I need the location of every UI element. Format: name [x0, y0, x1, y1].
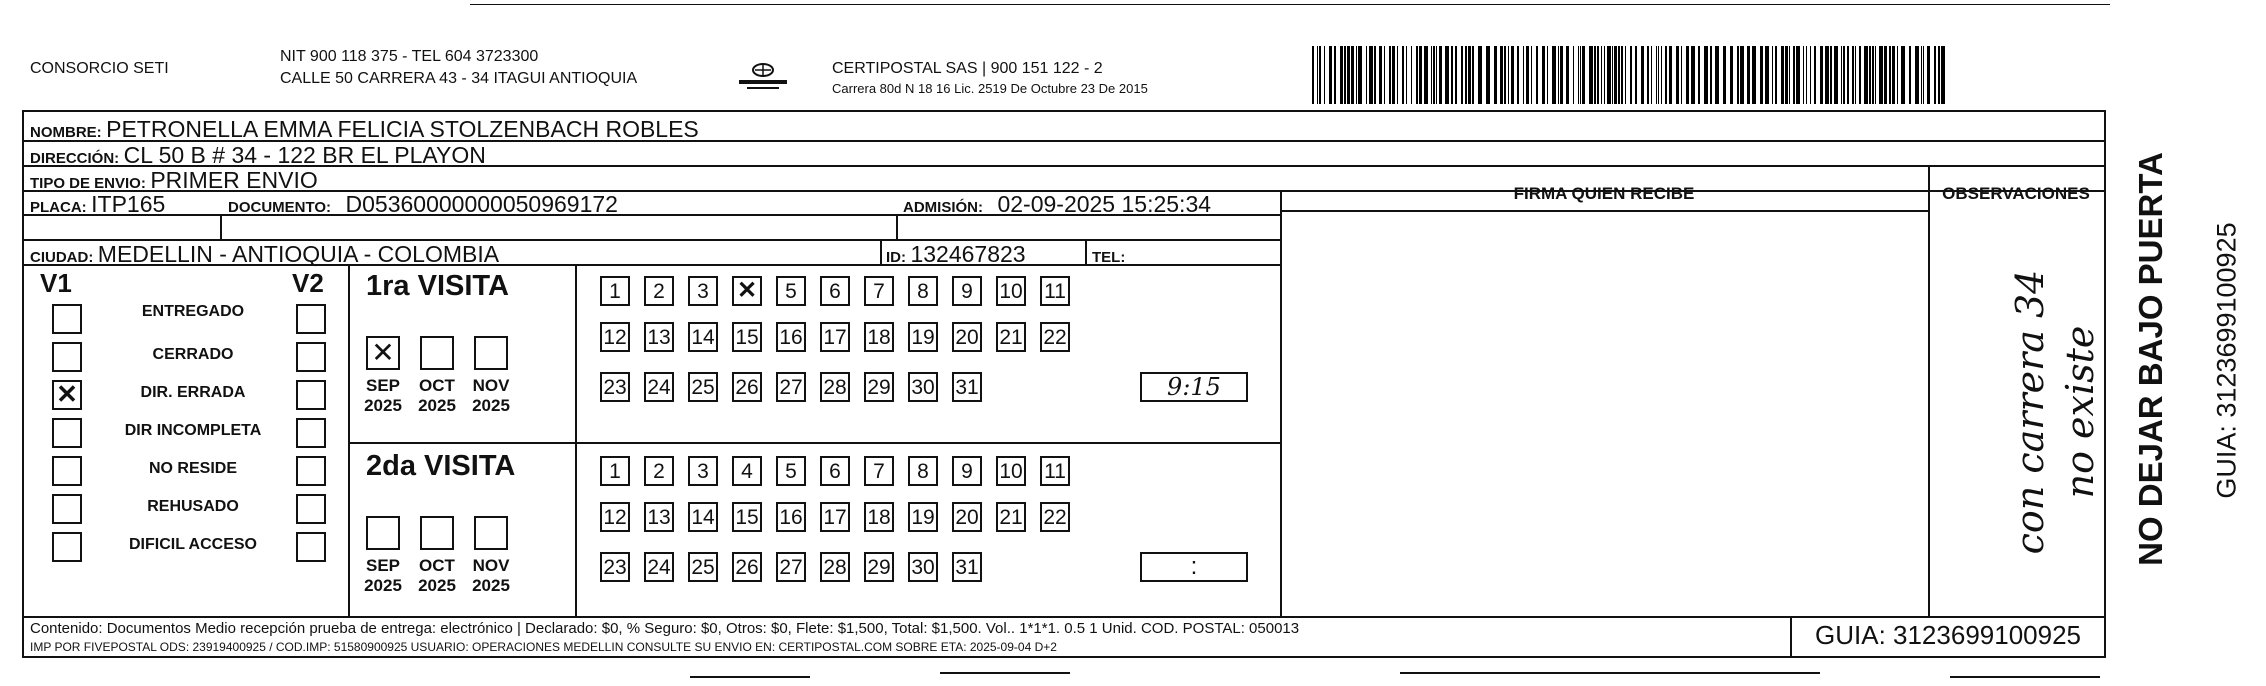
- day-box[interactable]: 14: [688, 322, 718, 352]
- day-box[interactable]: 9: [952, 456, 982, 486]
- v2-checkbox[interactable]: [296, 342, 326, 372]
- day-box[interactable]: 11: [1040, 276, 1070, 306]
- day-box[interactable]: 17: [820, 322, 850, 352]
- reason-label: REHUSADO: [147, 498, 239, 515]
- day-box[interactable]: 6: [820, 456, 850, 486]
- day-box[interactable]: 25: [688, 552, 718, 582]
- reason-label: DIR INCOMPLETA: [124, 422, 262, 439]
- day-box[interactable]: 20: [952, 502, 982, 532]
- day-box[interactable]: 27: [776, 552, 806, 582]
- day-box[interactable]: 28: [820, 552, 850, 582]
- ciudad-value: MEDELLIN - ANTIOQUIA - COLOMBIA: [97, 241, 500, 267]
- day-box[interactable]: 8: [908, 456, 938, 486]
- nombre-label: NOMBRE:: [30, 124, 102, 141]
- day-box[interactable]: 8: [908, 276, 938, 306]
- license-line: Carrera 80d N 18 16 Lic. 2519 De Octubre 23 De 2015: [832, 81, 1148, 96]
- v2-checkbox[interactable]: [296, 304, 326, 334]
- month-checkbox[interactable]: [474, 336, 508, 370]
- visit-title: 1ra VISITA: [366, 270, 509, 302]
- v1-label: V1: [40, 268, 72, 298]
- day-box[interactable]: 13: [644, 322, 674, 352]
- day-box[interactable]: 30: [908, 372, 938, 402]
- day-box[interactable]: 21: [996, 322, 1026, 352]
- footer-line1: Contenido: Documentos Medio recepción prueba de entrega: electrónico | Declarado: $0, % Seguro: $0, Otros: $0, Flete: $1,500, Total: $1,500. Vol.. 1*1*1. 0.5 1 Unid. COD. POSTAL: 050013: [30, 620, 1300, 637]
- signature-area[interactable]: [1282, 212, 1926, 614]
- reason-label: DIR. ERRADA: [140, 384, 246, 401]
- day-box[interactable]: 3: [688, 456, 718, 486]
- v1-checkbox[interactable]: [52, 456, 82, 486]
- day-box[interactable]: 7: [864, 456, 894, 486]
- day-box[interactable]: 24: [644, 552, 674, 582]
- v1-checkbox[interactable]: [52, 342, 82, 372]
- day-box[interactable]: 10: [996, 276, 1026, 306]
- company-name: CONSORCIO SETI: [30, 60, 169, 77]
- footer-line2: IMP POR FIVEPOSTAL ODS: 23919400925 / COD.IMP: 51580900925 USUARIO: OPERACIONES MEDELLIN CONSULTE SU ENVIO EN: CERTIPOSTAL.COM SOBRE ETA: 2025-09-04 D+2: [30, 640, 1057, 654]
- day-box[interactable]: 12: [600, 322, 630, 352]
- ciudad-label: CIUDAD:: [30, 249, 94, 266]
- day-box[interactable]: 18: [864, 322, 894, 352]
- day-box[interactable]: 5: [776, 456, 806, 486]
- day-box[interactable]: 1: [600, 276, 630, 306]
- side-panel: [2116, 140, 2242, 580]
- v1-checkbox[interactable]: [52, 304, 82, 334]
- month-label: OCT 2025: [418, 556, 456, 595]
- month-label: OCT 2025: [418, 376, 456, 415]
- time-field[interactable]: :: [1140, 552, 1248, 582]
- month-checkbox[interactable]: [474, 516, 508, 550]
- recipient-address: CL 50 B # 34 - 122 BR EL PLAYON: [123, 142, 486, 168]
- day-box[interactable]: 21: [996, 502, 1026, 532]
- day-box[interactable]: 19: [908, 322, 938, 352]
- observaciones-handwritten-2: no existe: [2058, 325, 2102, 499]
- day-box[interactable]: 20: [952, 322, 982, 352]
- tipo-envio-value: PRIMER ENVIO: [150, 167, 318, 193]
- day-box[interactable]: 25: [688, 372, 718, 402]
- day-box[interactable]: 26: [732, 372, 762, 402]
- reason-label: ENTREGADO: [141, 303, 245, 320]
- reason-label: DIFICIL ACCESO: [128, 536, 257, 553]
- day-box[interactable]: 9: [952, 276, 982, 306]
- day-box[interactable]: 22: [1040, 502, 1070, 532]
- v1-checkbox[interactable]: [52, 494, 82, 524]
- month-label: NOV 2025: [472, 376, 510, 415]
- barcode-icon: [1312, 46, 1948, 104]
- month-checkbox[interactable]: [420, 516, 454, 550]
- day-box[interactable]: 2: [644, 456, 674, 486]
- observaciones-handwritten-1: con carrera 34: [2008, 269, 2052, 555]
- tel-label: TEL:: [1092, 249, 1126, 266]
- day-box[interactable]: 2: [644, 276, 674, 306]
- v2-checkbox[interactable]: [296, 532, 326, 562]
- no-dejar-warning: NO DEJAR BAJO PUERTA: [2132, 152, 2169, 566]
- day-box[interactable]: 16: [776, 502, 806, 532]
- observaciones-header: OBSERVACIONES: [1942, 184, 2090, 203]
- address-line: CALLE 50 CARRERA 43 - 34 ITAGUI ANTIOQUIA: [280, 70, 638, 87]
- day-box[interactable]: 16: [776, 322, 806, 352]
- day-box[interactable]: 19: [908, 502, 938, 532]
- day-box[interactable]: 29: [864, 372, 894, 402]
- day-box[interactable]: 31: [952, 552, 982, 582]
- day-box[interactable]: 22: [1040, 322, 1070, 352]
- day-box[interactable]: 7: [864, 276, 894, 306]
- v1-checkbox[interactable]: [52, 532, 82, 562]
- day-box[interactable]: 23: [600, 372, 630, 402]
- documento-value: D05360000000050969172: [345, 191, 618, 217]
- day-box[interactable]: 27: [776, 372, 806, 402]
- id-label: ID:: [886, 249, 906, 266]
- day-box[interactable]: 31: [952, 372, 982, 402]
- v2-checkbox[interactable]: [296, 418, 326, 448]
- day-box[interactable]: 28: [820, 372, 850, 402]
- month-label: SEP 2025: [364, 376, 402, 415]
- admision-label: ADMISIÓN:: [903, 199, 983, 216]
- day-box[interactable]: 15: [732, 502, 762, 532]
- day-box[interactable]: 13: [644, 502, 674, 532]
- v2-checkbox[interactable]: [296, 380, 326, 410]
- nit-line: NIT 900 118 375 - TEL 604 3723300: [280, 48, 539, 65]
- day-box[interactable]: 3: [688, 276, 718, 306]
- month-checkbox[interactable]: [366, 336, 400, 370]
- v2-checkbox[interactable]: [296, 456, 326, 486]
- direccion-label: DIRECCIÓN:: [30, 150, 120, 167]
- day-box[interactable]: 6: [820, 276, 850, 306]
- v2-label: V2: [292, 268, 324, 298]
- footer-guia: GUIA: 3123699100925: [1815, 620, 2081, 650]
- day-box[interactable]: 26: [732, 552, 762, 582]
- day-box[interactable]: 1: [600, 456, 630, 486]
- firma-header: FIRMA QUIEN RECIBE: [1513, 184, 1695, 203]
- day-box[interactable]: 5: [776, 276, 806, 306]
- month-label: NOV 2025: [472, 556, 510, 595]
- admision-value: 02-09-2025 15:25:34: [997, 191, 1212, 217]
- day-box[interactable]: 15: [732, 322, 762, 352]
- month-checkbox[interactable]: [366, 516, 400, 550]
- courier-logo-icon: [735, 60, 791, 94]
- time-field[interactable]: 9:15: [1140, 372, 1248, 402]
- v1-checkbox[interactable]: [52, 418, 82, 448]
- id-value: 132467823: [910, 241, 1026, 267]
- visit-title: 2da VISITA: [366, 450, 516, 482]
- day-box[interactable]: 11: [1040, 456, 1070, 486]
- day-box[interactable]: 24: [644, 372, 674, 402]
- day-box[interactable]: 23: [600, 552, 630, 582]
- placa-value: ITP165: [91, 191, 166, 217]
- day-box[interactable]: [732, 276, 762, 306]
- top-edge-line: [470, 4, 2110, 5]
- documento-label: DOCUMENTO:: [228, 199, 332, 216]
- reason-label: NO RESIDE: [148, 460, 237, 477]
- month-label: SEP 2025: [364, 556, 402, 595]
- day-box[interactable]: 4: [732, 456, 762, 486]
- v1-checkbox[interactable]: [52, 380, 82, 410]
- day-box[interactable]: 17: [820, 502, 850, 532]
- day-box[interactable]: 10: [996, 456, 1026, 486]
- day-box[interactable]: 29: [864, 552, 894, 582]
- day-box[interactable]: 18: [864, 502, 894, 532]
- tipo-envio-label: TIPO DE ENVIO:: [30, 175, 146, 192]
- month-checkbox[interactable]: [420, 336, 454, 370]
- day-box[interactable]: 30: [908, 552, 938, 582]
- day-box[interactable]: 12: [600, 502, 630, 532]
- side-guia: GUIA: 3123699100925: [2211, 222, 2242, 499]
- reason-label: CERRADO: [152, 346, 234, 363]
- carrier-line: CERTIPOSTAL SAS | 900 151 122 - 2: [832, 60, 1103, 77]
- recipient-name: PETRONELLA EMMA FELICIA STOLZENBACH ROBLES: [106, 116, 699, 142]
- placa-label: PLACA:: [30, 199, 87, 216]
- day-box[interactable]: 14: [688, 502, 718, 532]
- v2-checkbox[interactable]: [296, 494, 326, 524]
